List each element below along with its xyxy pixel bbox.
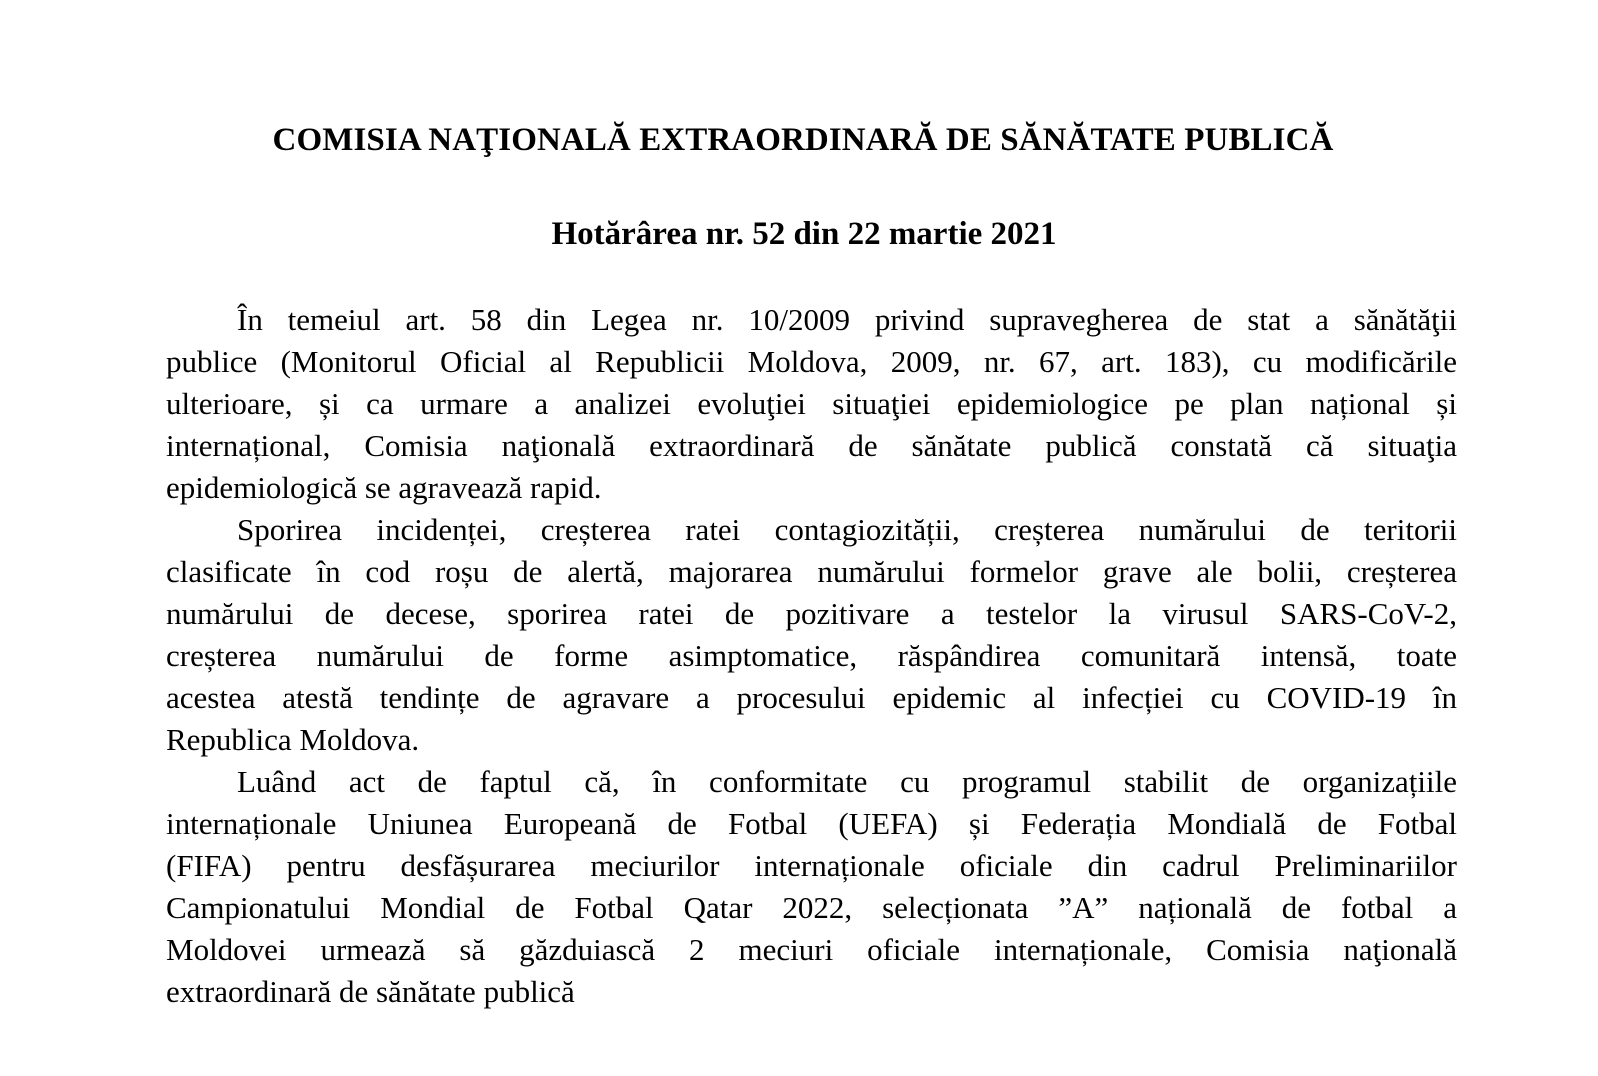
text-line: (FIFA) pentru desfășurarea meciurilor internaționale oficiale din cadrul Preliminariilor (166, 848, 1457, 883)
text-line: clasificate în cod roșu de alertă, majorarea numărului formelor grave ale bolii, creșterea (166, 554, 1457, 589)
text-line: internațional, Comisia naţională extraordinară de sănătate publică constată că situaţia (166, 428, 1457, 463)
text-line: ulterioare, și ca urmare a analizei evoluţiei situaţiei epidemiologice pe plan național și (166, 386, 1457, 421)
document-title: COMISIA NAŢIONALĂ EXTRAORDINARĂ DE SĂNĂTATE PUBLICĂ (272, 122, 1334, 158)
paragraph-football-matches (166, 761, 1457, 1013)
text-line: Sporirea incidenței, creșterea ratei contagiozității, creșterea numărului de teritorii (237, 512, 1457, 547)
text-line: Moldovei urmează să găzduiască 2 meciuri oficiale internaționale, Comisia naţională (166, 932, 1457, 967)
text-line: numărului de decese, sporirea ratei de pozitivare a testelor la virusul SARS-CoV-2, (166, 596, 1457, 631)
text-line: publice (Monitorul Oficial al Republicii Moldova, 2009, nr. 67, art. 183), cu modificările (166, 344, 1457, 379)
text-line: În temeiul art. 58 din Legea nr. 10/2009 privind supravegherea de stat a sănătăţii (237, 302, 1457, 337)
text-line: creșterea numărului de forme asimptomatice, răspândirea comunitară intensă, toate (166, 638, 1457, 673)
paragraph-legal-basis (166, 299, 1457, 509)
paragraph-epidemic-situation (166, 509, 1457, 761)
text-line: acestea atestă tendințe de agravare a procesului epidemic al infecției cu COVID-19 în (166, 680, 1457, 715)
text-line: Republica Moldova. (166, 722, 420, 757)
text-line: Luând act de faptul că, în conformitate cu programul stabilit de organizațiile (237, 764, 1457, 799)
text-line: Campionatului Mondial de Fotbal Qatar 2022, selecționata ”A” națională de fotbal a (166, 890, 1457, 925)
text-line: extraordinară de sănătate publică (166, 974, 575, 1009)
text-line: epidemiologică se agravează rapid. (166, 470, 602, 505)
document-body (166, 299, 1457, 1013)
decision-heading: Hotărârea nr. 52 din 22 martie 2021 (551, 216, 1057, 252)
text-line: internaționale Uniunea Europeană de Fotbal (UEFA) și Federația Mondială de Fotbal (166, 806, 1457, 841)
